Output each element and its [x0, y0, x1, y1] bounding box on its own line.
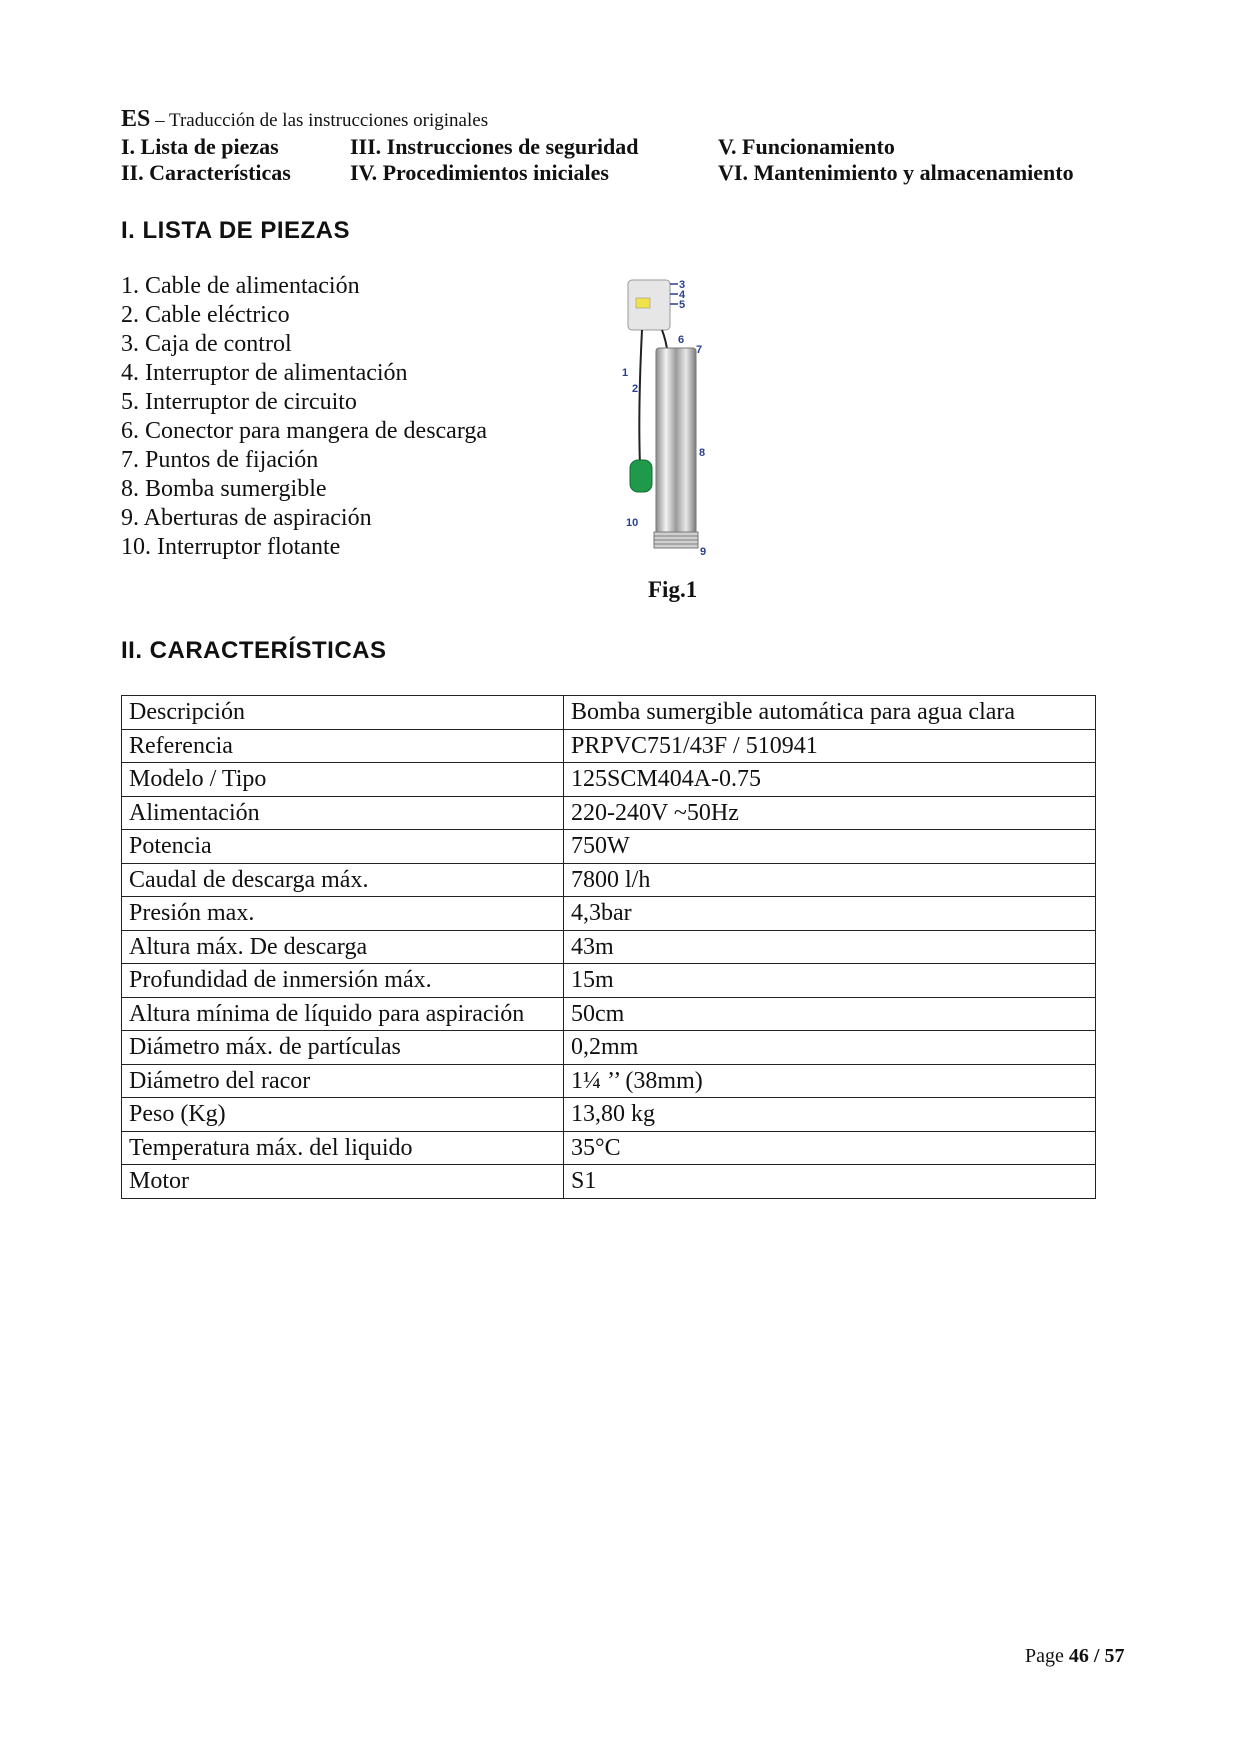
spec-label: Alimentación — [122, 796, 564, 830]
toc-column-1 — [121, 134, 291, 186]
spec-label: Diámetro del racor — [122, 1064, 564, 1098]
parts-list — [121, 272, 487, 562]
language-separator: – — [150, 110, 170, 131]
spec-label: Motor — [122, 1165, 564, 1199]
figure-label: 10 — [626, 517, 639, 529]
figure-label: 2 — [632, 383, 639, 395]
page-number — [1025, 1645, 1124, 1668]
table-row — [122, 1165, 1096, 1199]
spec-value: 50cm — [564, 997, 1096, 1031]
figure-label: 3 — [679, 279, 686, 291]
list-item: 1. Cable de alimentación — [121, 273, 360, 299]
translation-subtitle: Traducción de las instrucciones originales — [169, 110, 489, 131]
list-item: 4. Interruptor de alimentación — [121, 360, 408, 386]
table-row — [122, 830, 1096, 864]
spec-value: 750W — [564, 830, 1096, 864]
spec-label: Potencia — [122, 830, 564, 864]
spec-label: Profundidad de inmersión máx. — [122, 964, 564, 998]
table-row — [122, 729, 1096, 763]
table-row — [122, 763, 1096, 797]
figure-label: 6 — [678, 334, 685, 346]
spec-label: Altura máx. De descarga — [122, 930, 564, 964]
table-row — [122, 964, 1096, 998]
table-row — [122, 696, 1096, 730]
toc-item: I. Lista de piezas — [121, 134, 279, 159]
page-total: 57 — [1104, 1645, 1125, 1667]
section-title-specs: II. CARACTERÍSTICAS — [121, 637, 387, 664]
list-item: 6. Conector para mangera de descarga — [121, 418, 488, 444]
cable-shape — [639, 330, 642, 465]
figure-label: 9 — [700, 546, 707, 558]
spec-value: 1¼ ’’ (38mm) — [564, 1064, 1096, 1098]
page-current: 46 — [1068, 1645, 1089, 1667]
page-label: Page — [1025, 1645, 1064, 1667]
table-row — [122, 1064, 1096, 1098]
spec-value: 125SCM404A-0.75 — [564, 763, 1096, 797]
table-row — [122, 930, 1096, 964]
control-box-label-shape — [636, 298, 650, 308]
list-item: 7. Puntos de fijación — [121, 447, 319, 473]
spec-value: 43m — [564, 930, 1096, 964]
table-row — [122, 1098, 1096, 1132]
figure-label: 7 — [696, 344, 703, 356]
pump-figure — [620, 270, 720, 570]
spec-value: 4,3bar — [564, 897, 1096, 931]
figure-label: 5 — [679, 299, 686, 311]
table-row — [122, 863, 1096, 897]
language-code: ES — [121, 106, 151, 132]
toc-item: VI. Mantenimiento y almacenamiento — [718, 160, 1074, 185]
spec-value: 7800 l/h — [564, 863, 1096, 897]
list-item: 10. Interruptor flotante — [121, 534, 341, 560]
float-switch-shape — [630, 460, 652, 492]
spec-label: Diámetro máx. de partículas — [122, 1031, 564, 1065]
spec-label: Referencia — [122, 729, 564, 763]
figure-label: 4 — [679, 289, 686, 301]
toc-column-3 — [718, 134, 1074, 186]
toc-item: II. Características — [121, 160, 291, 185]
list-item: 2. Cable eléctrico — [121, 302, 290, 328]
table-row — [122, 796, 1096, 830]
spec-label: Caudal de descarga máx. — [122, 863, 564, 897]
table-row — [122, 1031, 1096, 1065]
list-item: 3. Caja de control — [121, 331, 292, 357]
table-row — [122, 1131, 1096, 1165]
section-title-parts: I. LISTA DE PIEZAS — [121, 217, 351, 244]
spec-value: 0,2mm — [564, 1031, 1096, 1065]
spec-label: Presión max. — [122, 897, 564, 931]
table-row — [122, 897, 1096, 931]
spec-value: Bomba sumergible automática para agua clara — [564, 696, 1096, 730]
spec-value: PRPVC751/43F / 510941 — [564, 729, 1096, 763]
figure-caption: Fig.1 — [648, 577, 698, 602]
toc-column-2 — [350, 134, 638, 186]
pump-body-shape — [656, 348, 696, 546]
spec-value: 15m — [564, 964, 1096, 998]
spec-label: Altura mínima de líquido para aspiración — [122, 997, 564, 1031]
list-item: 5. Interruptor de circuito — [121, 389, 357, 415]
figure-label: 8 — [699, 447, 706, 459]
spec-label: Modelo / Tipo — [122, 763, 564, 797]
specs-table — [121, 695, 1096, 1199]
spec-value: 13,80 kg — [564, 1098, 1096, 1132]
spec-value: S1 — [564, 1165, 1096, 1199]
toc-item: IV. Procedimientos iniciales — [350, 160, 609, 185]
spec-label: Peso (Kg) — [122, 1098, 564, 1132]
page-separator: / — [1088, 1645, 1105, 1667]
spec-label: Temperatura máx. del liquido — [122, 1131, 564, 1165]
table-row — [122, 997, 1096, 1031]
toc-item: V. Funcionamiento — [718, 134, 895, 159]
list-item: 8. Bomba sumergible — [121, 476, 327, 502]
spec-value: 220-240V ~50Hz — [564, 796, 1096, 830]
figure-label: 1 — [622, 367, 629, 379]
toc-item: III. Instrucciones de seguridad — [350, 134, 639, 159]
language-header — [121, 106, 488, 133]
spec-value: 35°C — [564, 1131, 1096, 1165]
spec-label: Descripción — [122, 696, 564, 730]
list-item: 9. Aberturas de aspiración — [121, 505, 372, 531]
